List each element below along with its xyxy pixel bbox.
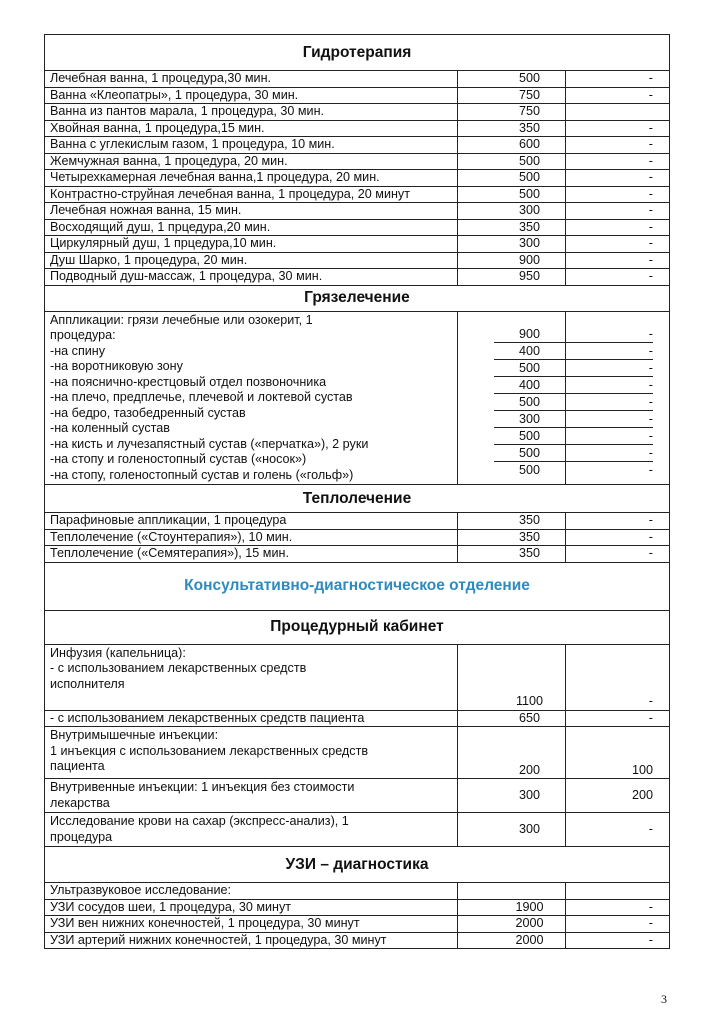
service-price: 350 — [458, 529, 566, 546]
service-name: Душ Шарко, 1 процедура, 20 мин. — [45, 252, 458, 269]
service-name — [45, 779, 458, 813]
service-price: 350 — [458, 546, 566, 563]
text-line: -на кисть и лучезапястный сустав («перчатка»), 2 руки — [50, 436, 369, 451]
service-name: УЗИ вен нижних конечностей, 1 процедура, 30 минут — [45, 916, 458, 933]
text-line: -на стопу и голеностопный сустав («носок») — [50, 452, 307, 466]
table-row — [45, 153, 670, 170]
service-extra: - — [566, 546, 670, 563]
table-row — [45, 529, 670, 546]
table-row — [45, 710, 670, 727]
service-extra: - — [566, 932, 670, 949]
service-name — [45, 644, 458, 710]
text-line: - с использованием лекарственных средств — [50, 661, 307, 675]
table-row — [45, 104, 670, 121]
text-line: Инфузия (капельница): — [50, 645, 186, 660]
service-extra: - — [566, 186, 670, 203]
service-price: 500 — [458, 170, 566, 187]
text-line: пациента — [50, 759, 105, 773]
text-line: Внутримышечные инъекции: — [50, 728, 219, 742]
text-line: Внутривенные инъекции: 1 инъекция без стоимости — [50, 780, 355, 794]
service-name: Жемчужная ванна, 1 процедура, 20 мин. — [45, 153, 458, 170]
text-line: -на бедро, тазобедренный сустав — [50, 405, 246, 420]
service-name: Теплолечение («Стоунтерапия»), 10 мин. — [45, 529, 458, 546]
text-line: исполнителя — [50, 676, 125, 691]
service-price: 500 — [458, 153, 566, 170]
service-extra: - — [566, 710, 670, 727]
mud-applications-text — [45, 311, 458, 485]
service-extra: - — [566, 427, 653, 444]
mud-extras — [566, 311, 670, 485]
service-price: 500 — [494, 461, 565, 478]
service-price: 300 — [458, 813, 566, 847]
service-price: 600 — [458, 137, 566, 154]
service-extra: - — [566, 120, 670, 137]
service-price: 2000 — [458, 916, 566, 933]
service-name: УЗИ артерий нижних конечностей, 1 процедура, 30 минут — [45, 932, 458, 949]
section-title-hydrotherapy: Гидротерапия — [45, 35, 670, 71]
service-name: Циркулярный душ, 1 прцедура,10 мин. — [45, 236, 458, 253]
table-row — [45, 87, 670, 104]
service-price: 350 — [458, 513, 566, 530]
service-extra: - — [566, 170, 670, 187]
table-row — [45, 311, 670, 485]
service-price: 400 — [494, 342, 565, 359]
service-extra: - — [566, 236, 670, 253]
service-extra: - — [566, 513, 670, 530]
table-row — [45, 71, 670, 88]
service-price: 300 — [458, 236, 566, 253]
text-line: -на воротниковую зону — [50, 359, 183, 373]
service-price: 500 — [458, 186, 566, 203]
service-name: Ультразвуковое исследование: — [45, 883, 458, 900]
service-extra: - — [566, 376, 653, 393]
table-row — [45, 203, 670, 220]
service-extra: - — [648, 326, 653, 341]
text-line: лекарства — [50, 795, 110, 810]
service-extra: - — [566, 461, 653, 478]
service-extra: - — [566, 916, 670, 933]
service-name: Ванна из пантов марала, 1 процедура, 30 мин. — [45, 104, 458, 121]
price-list-sheet — [44, 34, 669, 949]
table-row — [45, 219, 670, 236]
table-row — [45, 137, 670, 154]
service-price: 950 — [458, 269, 566, 286]
table-row — [45, 269, 670, 286]
service-extra: - — [566, 899, 670, 916]
service-name: Лечебная ванна, 1 процедура,30 мин. — [45, 71, 458, 88]
service-extra: - — [566, 71, 670, 88]
service-name — [45, 813, 458, 847]
text-line: -на пояснично-крестцовый отдел позвоночника — [50, 374, 327, 389]
service-extra: - — [566, 393, 653, 410]
table-row — [45, 916, 670, 933]
table-row — [45, 813, 670, 847]
service-name: Четырехкамерная лечебная ванна,1 процедура, 20 мин. — [45, 170, 458, 187]
text-line: процедура — [50, 829, 113, 844]
service-extra — [566, 104, 670, 121]
service-price: 1900 — [458, 899, 566, 916]
table-row — [45, 883, 670, 900]
text-line: -на спину — [50, 343, 106, 358]
service-price: 650 — [458, 710, 566, 727]
empty-cell — [566, 883, 670, 900]
page-number: 3 — [661, 992, 667, 1006]
service-name: Ванна с углекислым газом, 1 процедура, 10 мин. — [45, 137, 458, 154]
service-price: 300 — [458, 203, 566, 220]
service-price: 500 — [494, 393, 565, 410]
service-extra: 200 — [566, 779, 670, 813]
service-name: Восходящий душ, 1 прцедура,20 мин. — [45, 219, 458, 236]
price-table — [44, 34, 670, 949]
text-line: -на коленный сустав — [50, 421, 170, 435]
text-line: Исследование крови на сахар (экспресс-анализ), 1 — [50, 814, 349, 828]
table-row — [45, 779, 670, 813]
service-price: 2000 — [458, 932, 566, 949]
service-extra: - — [566, 269, 670, 286]
service-price: 350 — [458, 120, 566, 137]
section-title-heat-therapy: Теплолечение — [45, 485, 670, 513]
service-extra: - — [566, 252, 670, 269]
empty-cell — [458, 883, 566, 900]
text-line: процедура: — [50, 328, 116, 342]
table-row — [45, 513, 670, 530]
table-row — [45, 932, 670, 949]
service-name: Ванна «Клеопатры», 1 процедура, 30 мин. — [45, 87, 458, 104]
table-row — [45, 170, 670, 187]
text-line: 1 инъекция с использованием лекарственных средств — [50, 743, 369, 758]
service-name: Контрастно-струйная лечебная ванна, 1 процедура, 20 минут — [45, 186, 458, 203]
mud-prices — [458, 311, 566, 485]
table-row — [45, 644, 670, 710]
table-row — [45, 727, 670, 779]
section-title-procedure-room: Процедурный кабинет — [45, 610, 670, 644]
service-price: 200 — [458, 727, 566, 779]
service-price: 900 — [458, 252, 566, 269]
section-title-mud-therapy: Грязелечение — [45, 285, 670, 311]
table-row — [45, 899, 670, 916]
service-extra: - — [566, 137, 670, 154]
service-name: Хвойная ванна, 1 процедура,15 мин. — [45, 120, 458, 137]
service-extra: - — [566, 153, 670, 170]
service-extra: - — [566, 342, 653, 359]
service-extra: - — [566, 444, 653, 461]
table-row — [45, 186, 670, 203]
service-name: Теплолечение («Семятерапия»), 15 мин. — [45, 546, 458, 563]
service-price: 500 — [494, 427, 565, 444]
service-extra: 100 — [566, 727, 670, 779]
service-extra: - — [566, 203, 670, 220]
text-line: -на плечо, предплечье, плечевой и локтевой сустав — [50, 390, 353, 404]
table-row — [45, 236, 670, 253]
service-name: УЗИ сосудов шеи, 1 процедура, 30 минут — [45, 899, 458, 916]
service-price: 300 — [494, 410, 565, 427]
service-extra: - — [566, 529, 670, 546]
service-price: 500 — [494, 444, 565, 461]
text-line: -на стопу, голеностопный сустав и голень («гольф») — [50, 467, 354, 482]
service-price: 500 — [494, 359, 565, 376]
service-price: 1100 — [458, 644, 566, 710]
service-extra: - — [566, 359, 653, 376]
service-name: Подводный душ-массаж, 1 процедура, 30 мин. — [45, 269, 458, 286]
department-title: Консультативно-диагностическое отделение — [45, 562, 670, 610]
text-line: Аппликации: грязи лечебные или озокерит, 1 — [50, 312, 313, 327]
service-name — [45, 727, 458, 779]
service-price: 350 — [458, 219, 566, 236]
service-price: 750 — [458, 104, 566, 121]
service-extra: - — [566, 410, 653, 427]
service-extra: - — [566, 219, 670, 236]
table-row — [45, 120, 670, 137]
service-extra: - — [566, 87, 670, 104]
service-price: 750 — [458, 87, 566, 104]
section-title-ultrasound: УЗИ – диагностика — [45, 847, 670, 883]
service-name: Лечебная ножная ванна, 15 мин. — [45, 203, 458, 220]
table-row — [45, 252, 670, 269]
service-name: - с использованием лекарственных средств пациента — [45, 710, 458, 727]
service-price: 300 — [458, 779, 566, 813]
service-price: 500 — [458, 71, 566, 88]
service-price: 400 — [494, 376, 565, 393]
service-extra: - — [566, 813, 670, 847]
service-name: Парафиновые аппликации, 1 процедура — [45, 513, 458, 530]
service-price: 900 — [518, 326, 540, 341]
service-extra: - — [566, 644, 670, 710]
table-row — [45, 546, 670, 563]
